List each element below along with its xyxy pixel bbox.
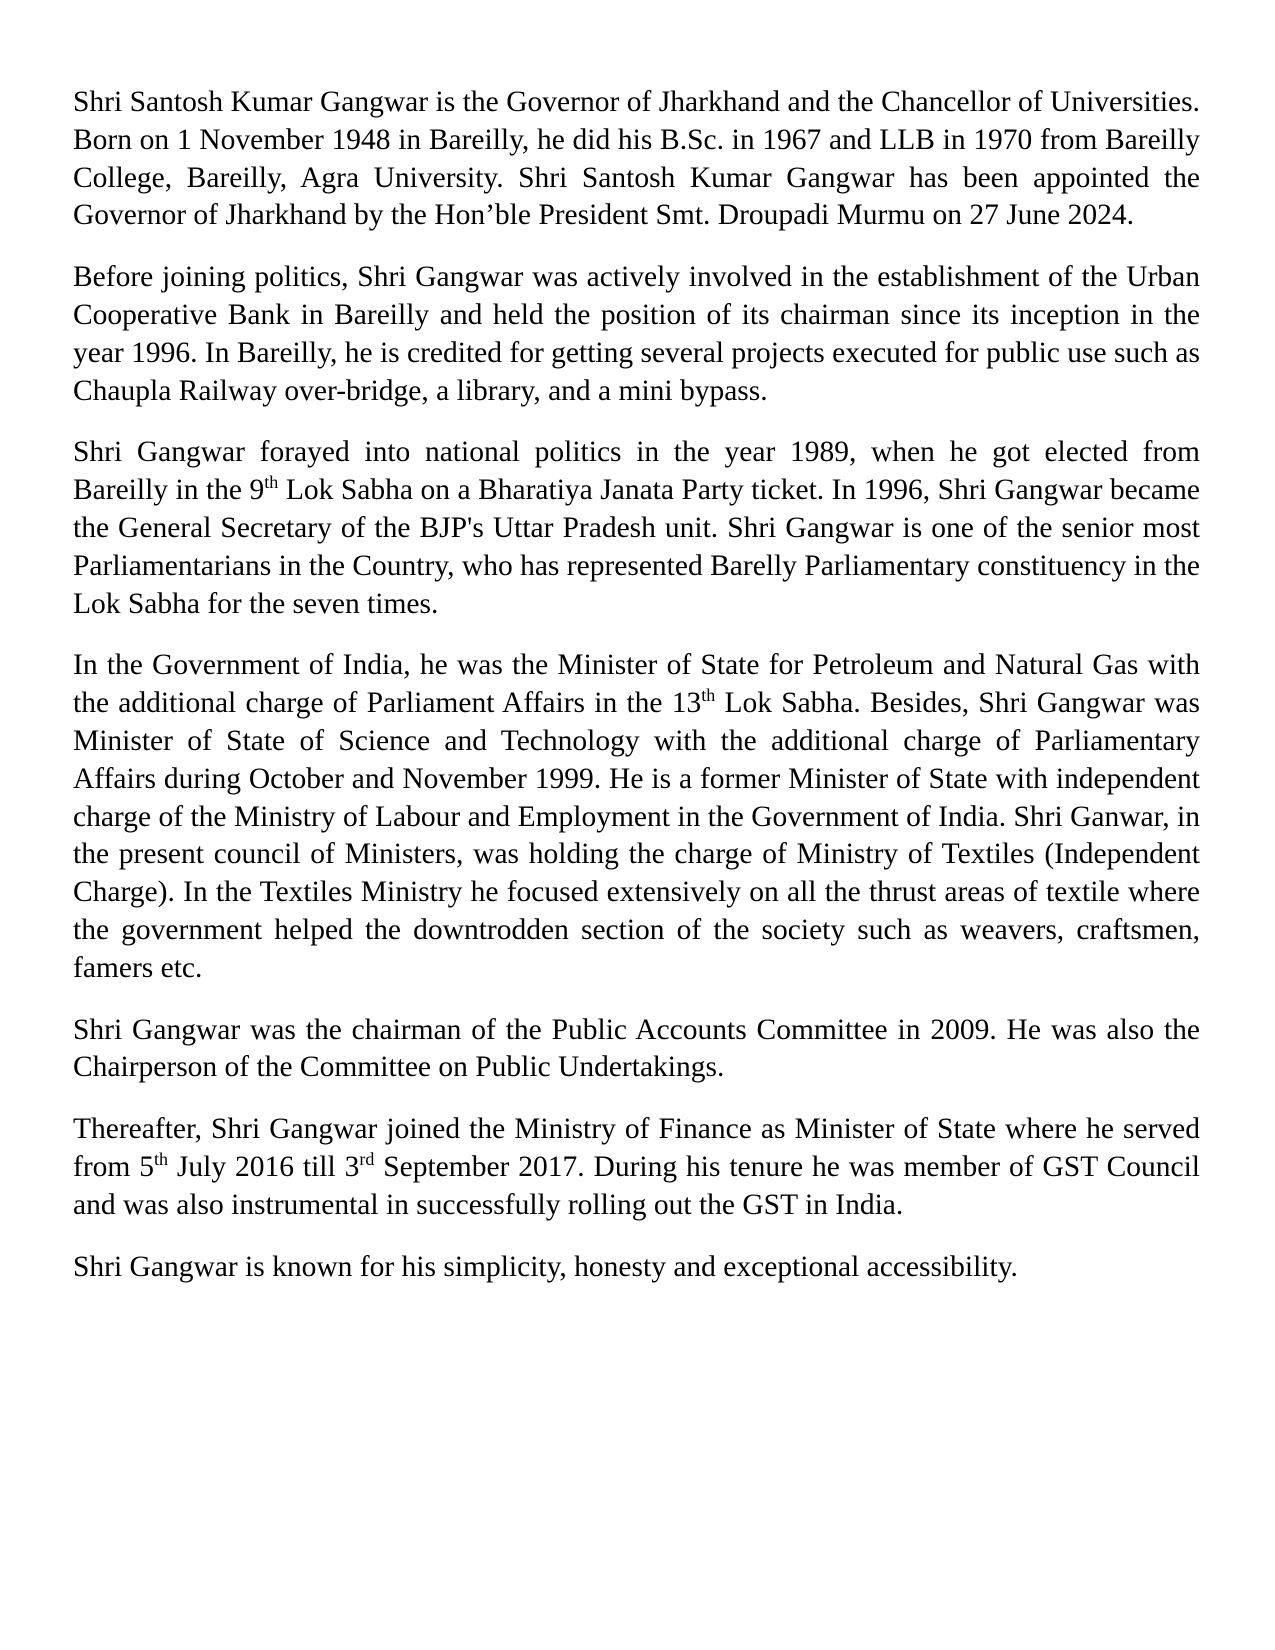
paragraph-finance-ministry-text-c: September 2017. During his tenure he was member of GST Council and was also instrumental in successfully rolling out the GST in India. xyxy=(73,1150,1201,1221)
paragraph-finance-ministry-text-b: July 2016 till 3 xyxy=(168,1150,360,1183)
paragraph-finance-ministry-text-a: Thereafter, Shri Gangwar joined the Ministry of Finance as Minister of State where he served from 5 xyxy=(73,1113,1200,1183)
ordinal-suffix: th xyxy=(264,472,279,493)
paragraph-finance-ministry xyxy=(73,1111,1200,1224)
paragraph-committees-text: Shri Gangwar was the chairman of the Public Accounts Committee in 2009. He was also the Chairperson of the Committee on Public Undertakings. xyxy=(73,1013,1200,1084)
paragraph-national-politics-text-b: Lok Sabha on a Bharatiya Janata Party ticket. In 1996, Shri Gangwar became the General Secretary of the BJP's Uttar Pradesh unit. Shri Gangwar is one of the senior most Parliamentarians in the Country, who has represented Barelly Parliamentary constituency in the Lok Sabha for the seven times. xyxy=(73,474,1200,620)
paragraph-government-roles xyxy=(73,647,1200,987)
document-page xyxy=(73,84,1200,1310)
ordinal-suffix: rd xyxy=(359,1148,375,1169)
paragraph-government-roles-text-b: Lok Sabha. Besides, Shri Gangwar was Minister of State of Science and Technology with the additional charge of Parliamentary Affairs during October and November 1999. He is a former Minister of State with independent charge of the Ministry of Labour and Employment in the Government of India. Shri Ganwar, in the present council of Ministers, was holding the charge of Ministry of Textiles (Independent Charge). In the Textiles Ministry he focused extensively on all the thrust areas of textile where the government helped the downtrodden section of the society such as weavers, craftsmen, famers etc. xyxy=(73,687,1200,984)
paragraph-committees xyxy=(73,1012,1200,1088)
paragraph-appointment-text: Shri Santosh Kumar Gangwar is the Governor of Jharkhand and the Chancellor of Universities. Born on 1 November 1948 in Bareilly, he did his B.Sc. in 1967 and LLB in 1970 from Bareilly College, Bareilly, Agra University. Shri Santosh Kumar Gangwar has been appointed the Governor of Jharkhand by the Hon’ble President Smt. Droupadi Murmu on 27 June 2024. xyxy=(73,86,1200,232)
paragraph-character xyxy=(73,1249,1200,1287)
paragraph-national-politics xyxy=(73,434,1200,623)
paragraph-character-text: Shri Gangwar is known for his simplicity, honesty and exceptional accessibility. xyxy=(73,1250,1018,1283)
paragraph-government-roles-text-a: In the Government of India, he was the Minister of State for Petroleum and Natural Gas with the additional charge of Parliament Affairs in the 13 xyxy=(73,649,1200,720)
ordinal-suffix: th xyxy=(154,1148,169,1169)
paragraph-early-career xyxy=(73,259,1200,410)
paragraph-appointment xyxy=(73,84,1200,235)
paragraph-national-politics-text-a: Shri Gangwar forayed into national politics in the year 1989, when he got elected from Bareilly in the 9 xyxy=(73,436,1200,507)
ordinal-suffix: th xyxy=(701,685,716,706)
paragraph-early-career-text: Before joining politics, Shri Gangwar was actively involved in the establishment of the Urban Cooperative Bank in Bareilly and held the position of its chairman since its inception in the year 1996. In Bareilly, he is credited for getting several projects executed for public use such as Chaupla Railway over-bridge, a library, and a mini bypass. xyxy=(73,261,1200,407)
